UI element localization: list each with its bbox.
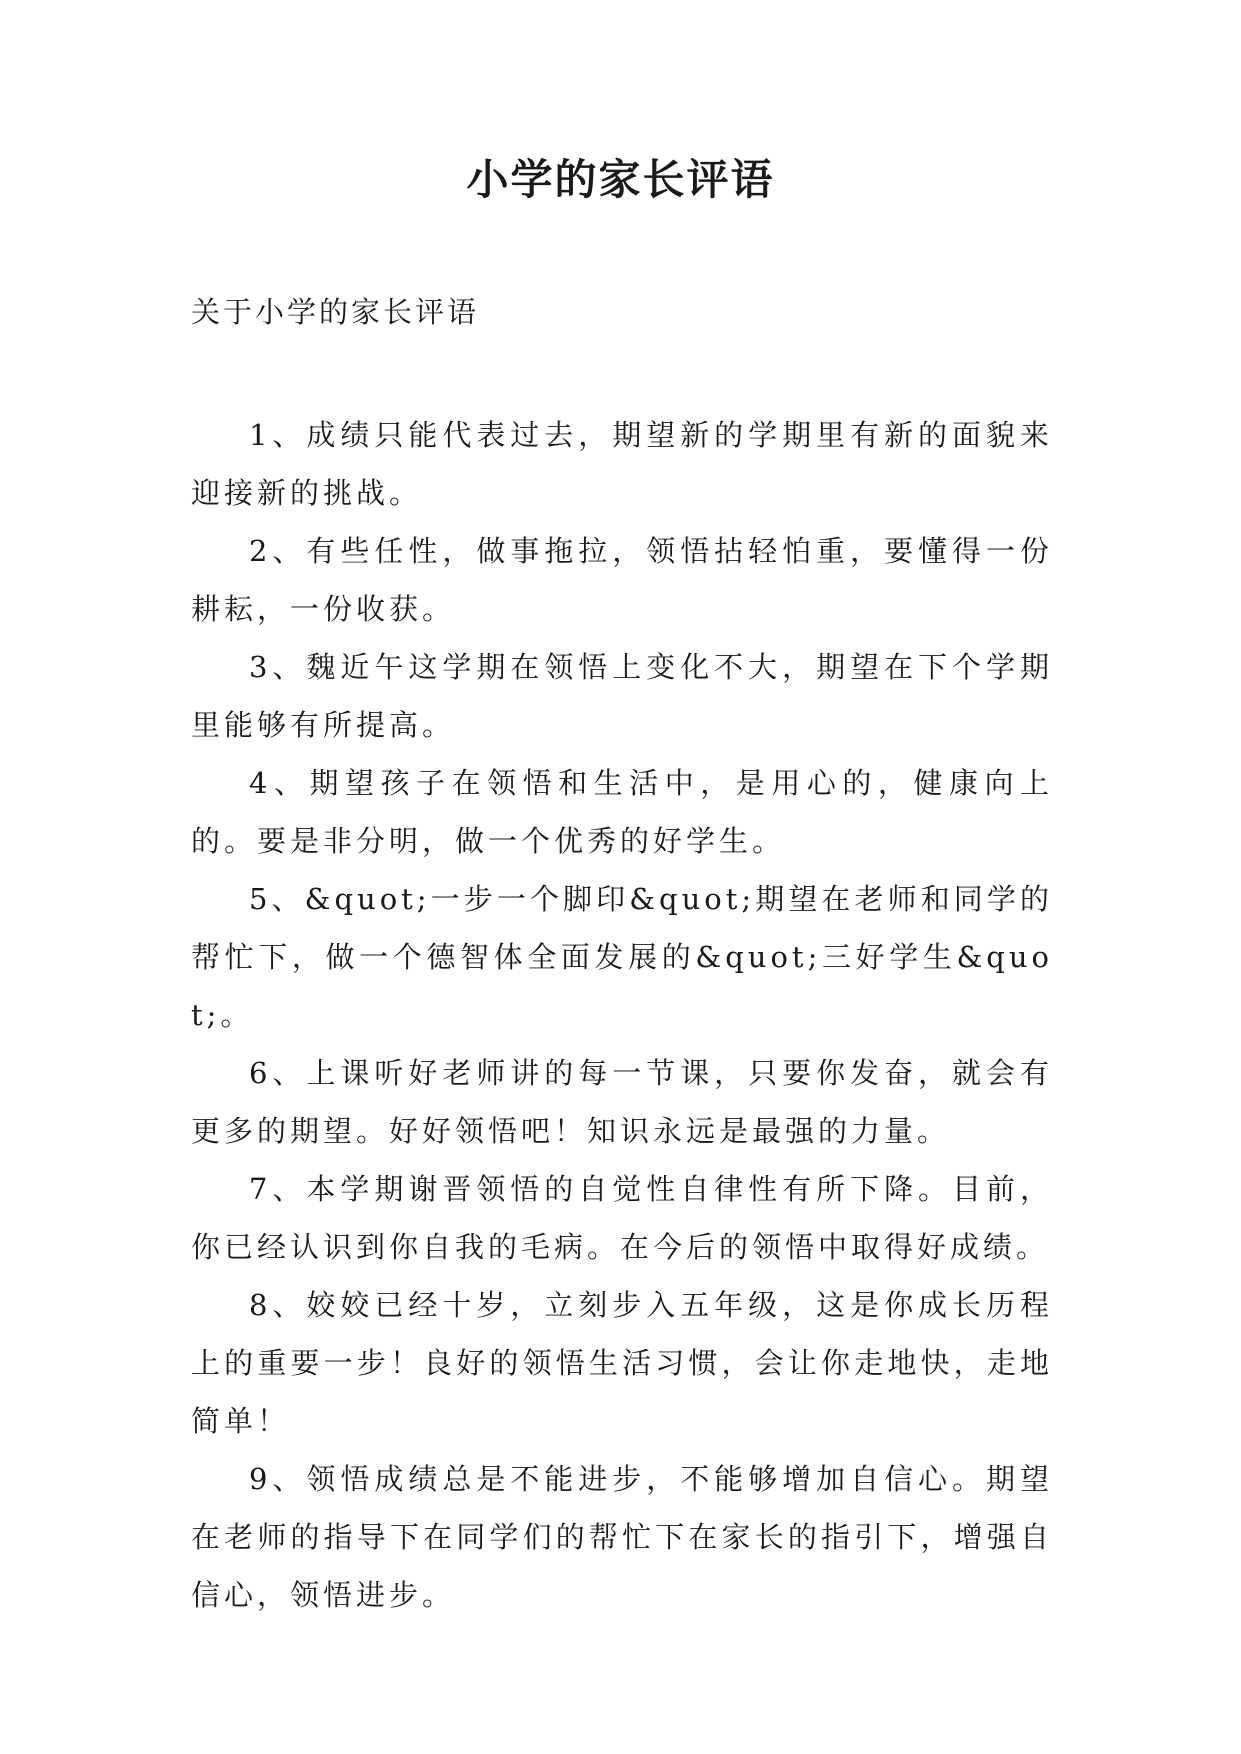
comment-paragraph-3: 3、魏近午这学期在领悟上变化不大，期望在下个学期里能够有所提高。 bbox=[191, 650, 1053, 742]
comment-paragraph-2: 2、有些任性，做事拖拉，领悟拈轻怕重，要懂得一份耕耘，一份收获。 bbox=[191, 534, 1053, 626]
document-subtitle: 关于小学的家长评语 bbox=[191, 295, 480, 329]
document-title: 小学的家长评语 bbox=[466, 155, 775, 204]
comment-paragraph-4: 4、期望孩子在领悟和生活中，是用心的，健康向上的。要是非分明，做一个优秀的好学生。 bbox=[191, 766, 1053, 858]
comment-paragraph-8: 8、姣姣已经十岁，立刻步入五年级，这是你成长历程上的重要一步！良好的领悟生活习惯，会让你走地快，走地简单！ bbox=[191, 1288, 1053, 1438]
comment-paragraph-6: 6、上课听好老师讲的每一节课，只要你发奋，就会有更多的期望。好好领悟吧！知识永远是最强的力量。 bbox=[191, 1056, 1053, 1148]
comment-paragraph-5: 5、&quot;一步一个脚印&quot;期望在老师和同学的帮忙下，做一个德智体全面发展的&quot;三好学生&quot;。 bbox=[191, 882, 1053, 1032]
comment-paragraph-1: 1、成绩只能代表过去，期望新的学期里有新的面貌来迎接新的挑战。 bbox=[191, 418, 1053, 510]
document-body bbox=[191, 406, 1053, 1624]
comment-paragraph-7: 7、本学期谢晋领悟的自觉性自律性有所下降。目前，你已经认识到你自我的毛病。在今后的领悟中取得好成绩。 bbox=[191, 1172, 1053, 1264]
comment-paragraph-9: 9、领悟成绩总是不能进步，不能够增加自信心。期望在老师的指导下在同学们的帮忙下在家长的指引下，增强自信心，领悟进步。 bbox=[191, 1462, 1053, 1612]
